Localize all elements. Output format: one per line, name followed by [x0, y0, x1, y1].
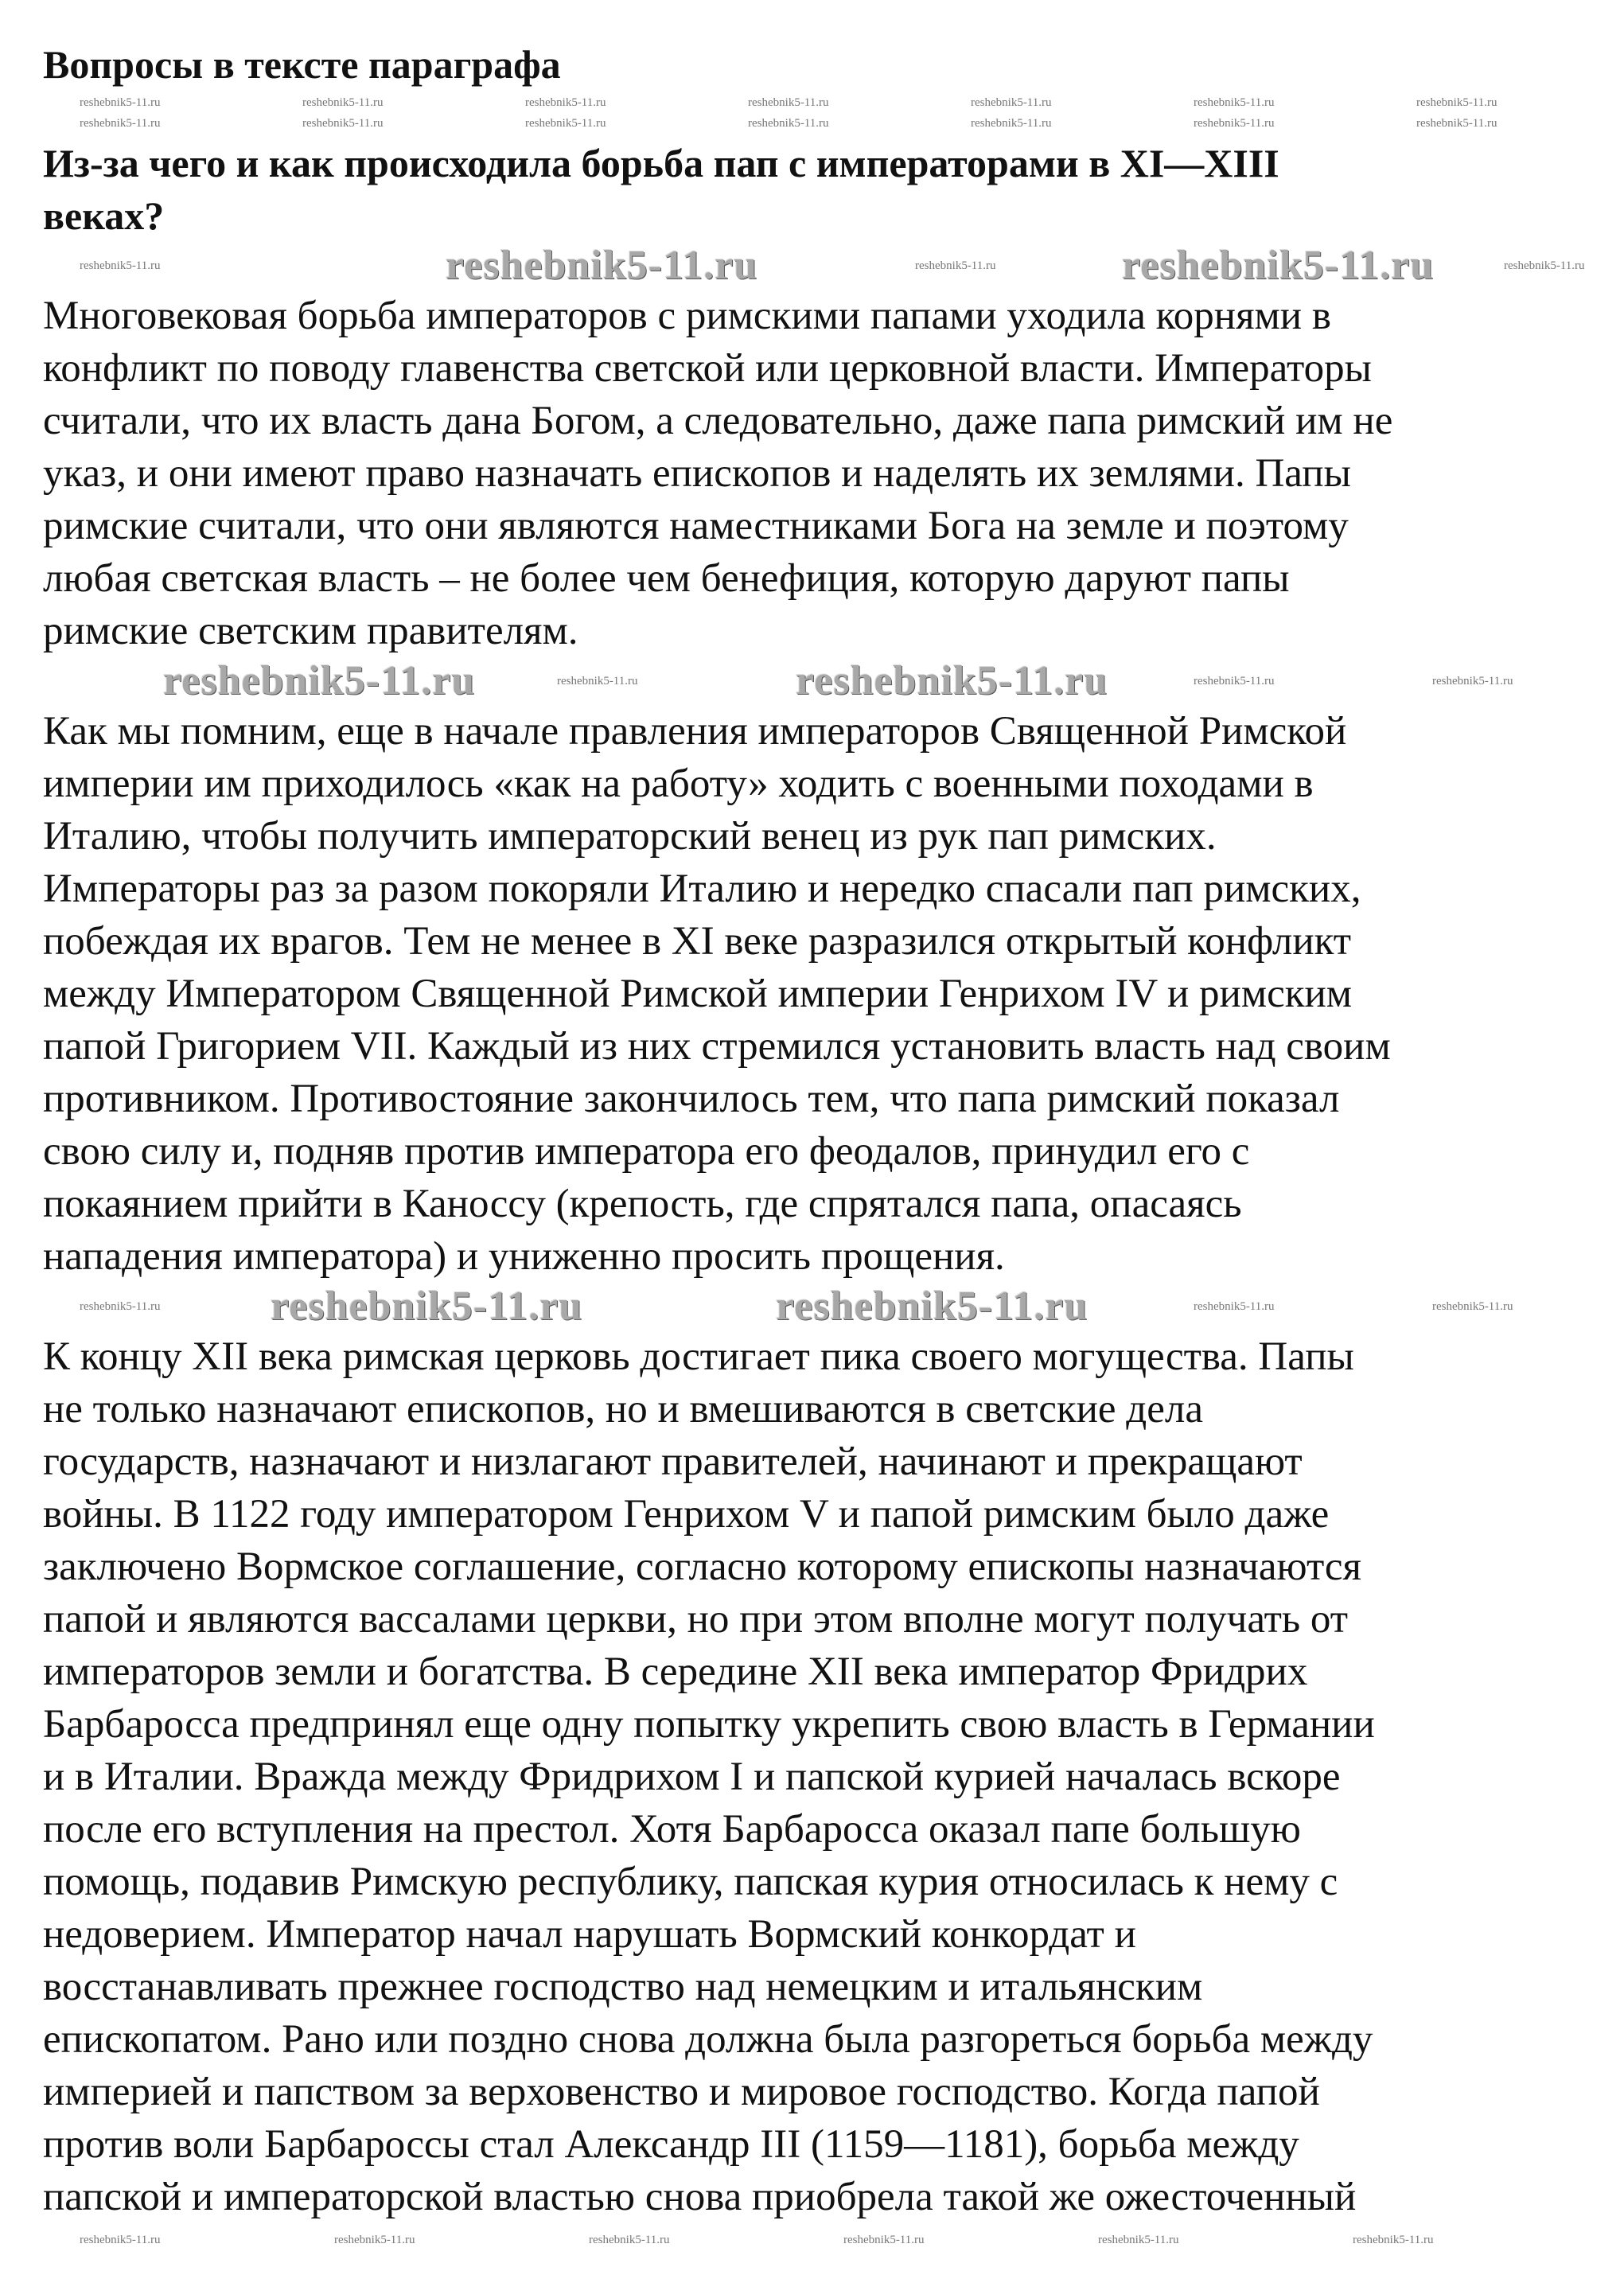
text-line: недоверием. Император начал нарушать Вормский конкордат и	[43, 1912, 1136, 1957]
text-line: и в Италии. Вражда между Фридрихом I и папской курией началась вскоре	[43, 1755, 1341, 1799]
watermark: reshebnik5-11.ru	[796, 658, 1108, 703]
text-line: указ, и они имеют право назначать епископов и наделять их землями. Папы	[43, 451, 1351, 496]
text-line: епископатом. Рано или поздно снова должна была разгореться борьба между	[43, 2017, 1373, 2062]
text-line: после его вступления на престол. Хотя Барбаросса оказал папе большую	[43, 1807, 1301, 1852]
watermark-small: reshebnik5-11.ru	[843, 2234, 925, 2246]
watermark-small: reshebnik5-11.ru	[80, 259, 161, 272]
text-line: любая светская власть – не более чем бенефиция, которую даруют папы	[43, 556, 1290, 601]
text-line: считали, что их власть дана Богом, а следовательно, даже папа римский им не	[43, 399, 1393, 443]
question-heading	[43, 137, 1603, 242]
document-page	[43, 38, 1603, 2271]
watermark: reshebnik5-11.ru	[271, 1284, 583, 1329]
watermark-small: reshebnik5-11.ru	[1432, 675, 1513, 688]
text-line: государств, назначают и низлагают правителей, начинают и прекращают	[43, 1439, 1303, 1484]
watermark-small: reshebnik5-11.ru	[1353, 2234, 1434, 2246]
question-line: веках?	[43, 193, 165, 238]
watermark-small: reshebnik5-11.ru	[557, 675, 638, 688]
text-line: римские считали, что они являются наместниками Бога на земле и поэтому	[43, 504, 1349, 548]
text-line: Италию, чтобы получить императорский венец из рук пап римских.	[43, 814, 1217, 859]
text-line: К концу XII века римская церковь достигает пика своего могущества. Папы	[43, 1334, 1354, 1379]
watermark-small: reshebnik5-11.ru	[971, 117, 1052, 130]
watermark-small: reshebnik5-11.ru	[1504, 259, 1585, 272]
watermark-small: reshebnik5-11.ru	[589, 2234, 670, 2246]
text-line: Многовековая борьба императоров с римскими папами уходила корнями в	[43, 294, 1331, 338]
watermark: reshebnik5-11.ru	[776, 1284, 1089, 1329]
watermark-small: reshebnik5-11.ru	[80, 117, 161, 130]
watermark-small: reshebnik5-11.ru	[525, 117, 606, 130]
watermark-small: reshebnik5-11.ru	[1416, 96, 1497, 109]
watermark-small: reshebnik5-11.ru	[302, 96, 384, 109]
watermark: reshebnik5-11.ru	[446, 243, 758, 288]
paragraph-3	[43, 1330, 1603, 2223]
watermark-small: reshebnik5-11.ru	[80, 1300, 161, 1313]
text-line: нападения императора) и униженно просить прощения.	[43, 1234, 1005, 1279]
watermark-small: reshebnik5-11.ru	[334, 2234, 415, 2246]
text-line: папой и являются вассалами церкви, но при этом вполне могут получать от	[43, 1597, 1349, 1642]
text-line: римские светским правителям.	[43, 609, 578, 653]
watermark-small: reshebnik5-11.ru	[1416, 117, 1497, 130]
watermark-small: reshebnik5-11.ru	[1194, 96, 1275, 109]
watermark-small: reshebnik5-11.ru	[80, 2234, 161, 2246]
watermark-small: reshebnik5-11.ru	[80, 96, 161, 109]
paragraph-1	[43, 290, 1603, 657]
watermark-small: reshebnik5-11.ru	[1194, 1300, 1275, 1313]
watermark-small: reshebnik5-11.ru	[748, 117, 829, 130]
text-line: заключено Вормское соглашение, согласно которому епископы назначаются	[43, 1545, 1361, 1589]
watermark: reshebnik5-11.ru	[1122, 243, 1435, 288]
text-line: свою силу и, подняв против императора его феодалов, принудил его с	[43, 1129, 1250, 1174]
watermark-small: reshebnik5-11.ru	[302, 117, 384, 130]
paragraph-2	[43, 705, 1603, 1283]
watermark-small: reshebnik5-11.ru	[1194, 117, 1275, 130]
watermark-small: reshebnik5-11.ru	[1194, 675, 1275, 688]
watermark-small: reshebnik5-11.ru	[971, 96, 1052, 109]
text-line: Как мы помним, еще в начале правления императоров Священной Римской	[43, 709, 1347, 754]
text-line: империей и папством за верховенство и мировое господство. Когда папой	[43, 2070, 1320, 2114]
text-line: папской и императорской властью снова приобрела такой же ожесточенный	[43, 2175, 1357, 2219]
text-line: Барбаросса предпринял еще одну попытку укрепить свою власть в Германии	[43, 1702, 1375, 1747]
watermark-small: reshebnik5-11.ru	[748, 96, 829, 109]
text-line: папой Григорием VII. Каждый из них стремился установить власть над своим	[43, 1024, 1391, 1069]
watermark-small: reshebnik5-11.ru	[915, 259, 996, 272]
text-line: между Императором Священной Римской империи Генрихом IV и римским	[43, 972, 1353, 1016]
section-title: Вопросы в тексте параграфа	[43, 42, 561, 87]
text-line: противником. Противостояние закончилось тем, что папа римский показал	[43, 1077, 1340, 1121]
text-line: Императоры раз за разом покоряли Италию и нередко спасали пап римских,	[43, 867, 1361, 911]
text-line: побеждая их врагов. Тем не менее в XI веке разразился открытый конфликт	[43, 919, 1352, 964]
text-line: восстанавливать прежнее господство над немецким и итальянским	[43, 1965, 1203, 2009]
watermark: reshebnik5-11.ru	[163, 658, 476, 703]
watermark-small: reshebnik5-11.ru	[525, 96, 606, 109]
watermark-small: reshebnik5-11.ru	[1098, 2234, 1179, 2246]
text-line: конфликт по поводу главенства светской или церковной власти. Императоры	[43, 346, 1372, 391]
text-line: императоров земли и богатства. В середине XII века император Фридрих	[43, 1650, 1308, 1694]
text-line: не только назначают епископов, но и вмешиваются в светские дела	[43, 1387, 1203, 1432]
text-line: покаянием прийти в Каноссу (крепость, где спрятался папа, опасаясь	[43, 1182, 1242, 1226]
text-line: войны. В 1122 году императором Генрихом V и папой римским было даже	[43, 1492, 1330, 1537]
text-line: помощь, подавив Римскую республику, папская курия относилась к нему с	[43, 1860, 1338, 1904]
text-line: империи им приходилось «как на работу» ходить с военными походами в	[43, 762, 1314, 806]
text-line: против воли Барбароссы стал Александр III (1159—1181), борьба между	[43, 2122, 1299, 2167]
question-line: Из-за чего и как происходила борьба пап с императорами в XI—XIII	[43, 141, 1279, 185]
watermark-small: reshebnik5-11.ru	[1432, 1300, 1513, 1313]
